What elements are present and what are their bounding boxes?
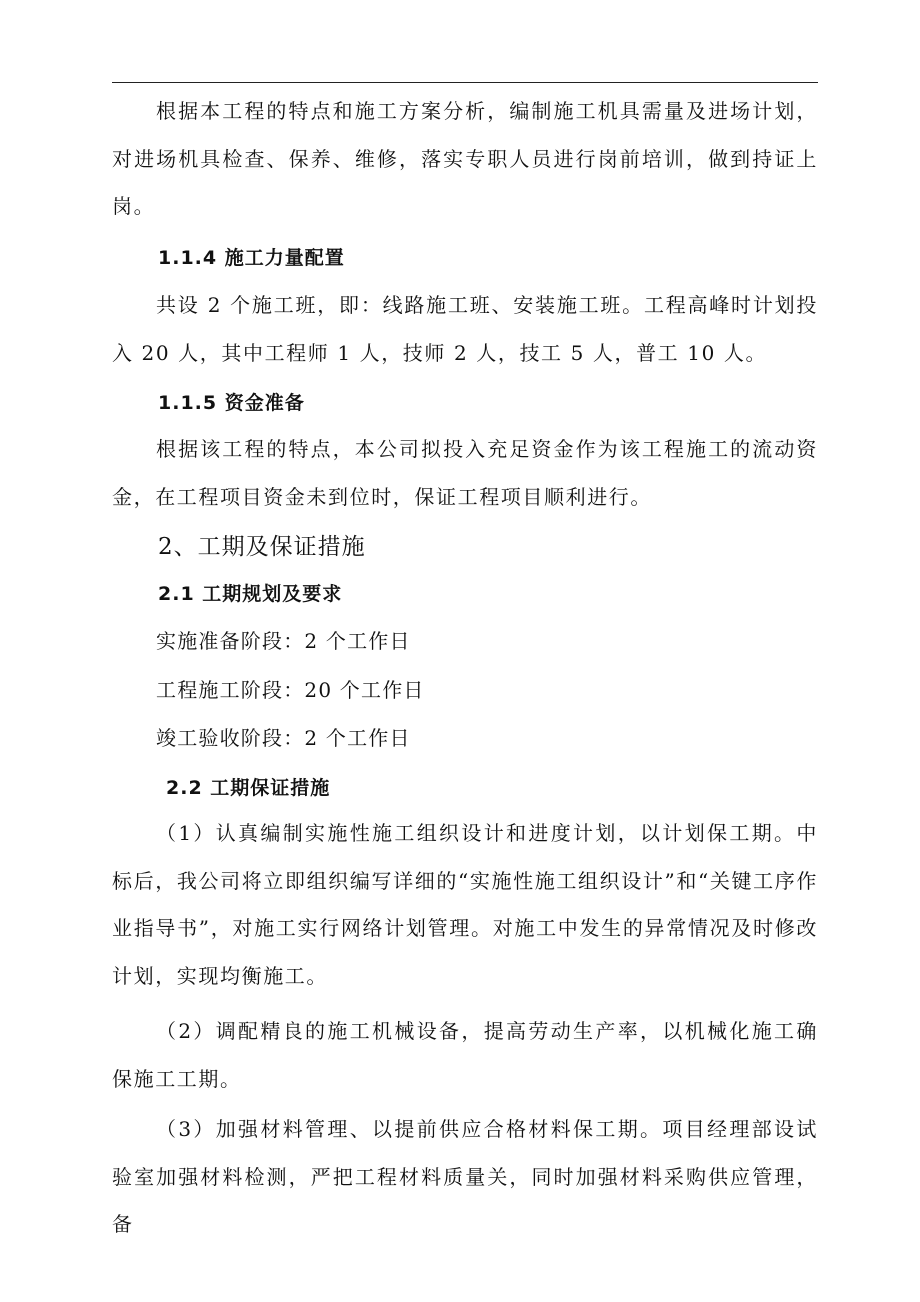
schedule-item-construction: 工程施工阶段：20 个工作日 <box>156 678 425 702</box>
heading-2-1: 2.1 工期规划及要求 <box>158 583 343 605</box>
paragraph-funding: 根据该工程的特点，本公司拟投入充足资金作为该工程施工的流动资金，在工程项目资金未到位时，保证工程项目顺利进行。 <box>112 437 818 509</box>
schedule-item-acceptance: 竣工验收阶段：2 个工作日 <box>156 726 411 750</box>
heading-1-1-5: 1.1.5 资金准备 <box>158 392 305 414</box>
paragraph-workforce: 共设 2 个施工班，即：线路施工班、安装施工班。工程高峰时计划投入 20 人，其中工程师 1 人，技师 2 人，技工 5 人，普工 10 人。 <box>112 293 818 365</box>
heading-2: 2、工期及保证措施 <box>158 534 366 560</box>
measure-1: （1）认真编制实施性施工组织设计和进度计划，以计划保工期。中标后，我公司将立即组织编写详细的“实施性施工组织设计”和“关键工序作业指导书”，对施工实行网络计划管理。对施工中发生的异常情况及时修改计划，实现均衡施工。 <box>112 821 818 988</box>
schedule-item-preparation: 实施准备阶段：2 个工作日 <box>156 629 411 653</box>
header-rule <box>112 82 818 83</box>
heading-2-2: 2.2 工期保证措施 <box>166 777 331 799</box>
measure-3: （3）加强材料管理、以提前供应合格材料保工期。项目经理部设试验室加强材料检测，严把工程材料质量关，同时加强材料采购供应管理，备 <box>112 1117 818 1236</box>
heading-1-1-4: 1.1.4 施工力量配置 <box>158 247 345 269</box>
paragraph-intro: 根据本工程的特点和施工方案分析，编制施工机具需量及进场计划，对进场机具检查、保养、维修，落实专职人员进行岗前培训，做到持证上岗。 <box>112 99 818 218</box>
measure-2: （2）调配精良的施工机械设备，提高劳动生产率，以机械化施工确保施工工期。 <box>112 1019 818 1091</box>
